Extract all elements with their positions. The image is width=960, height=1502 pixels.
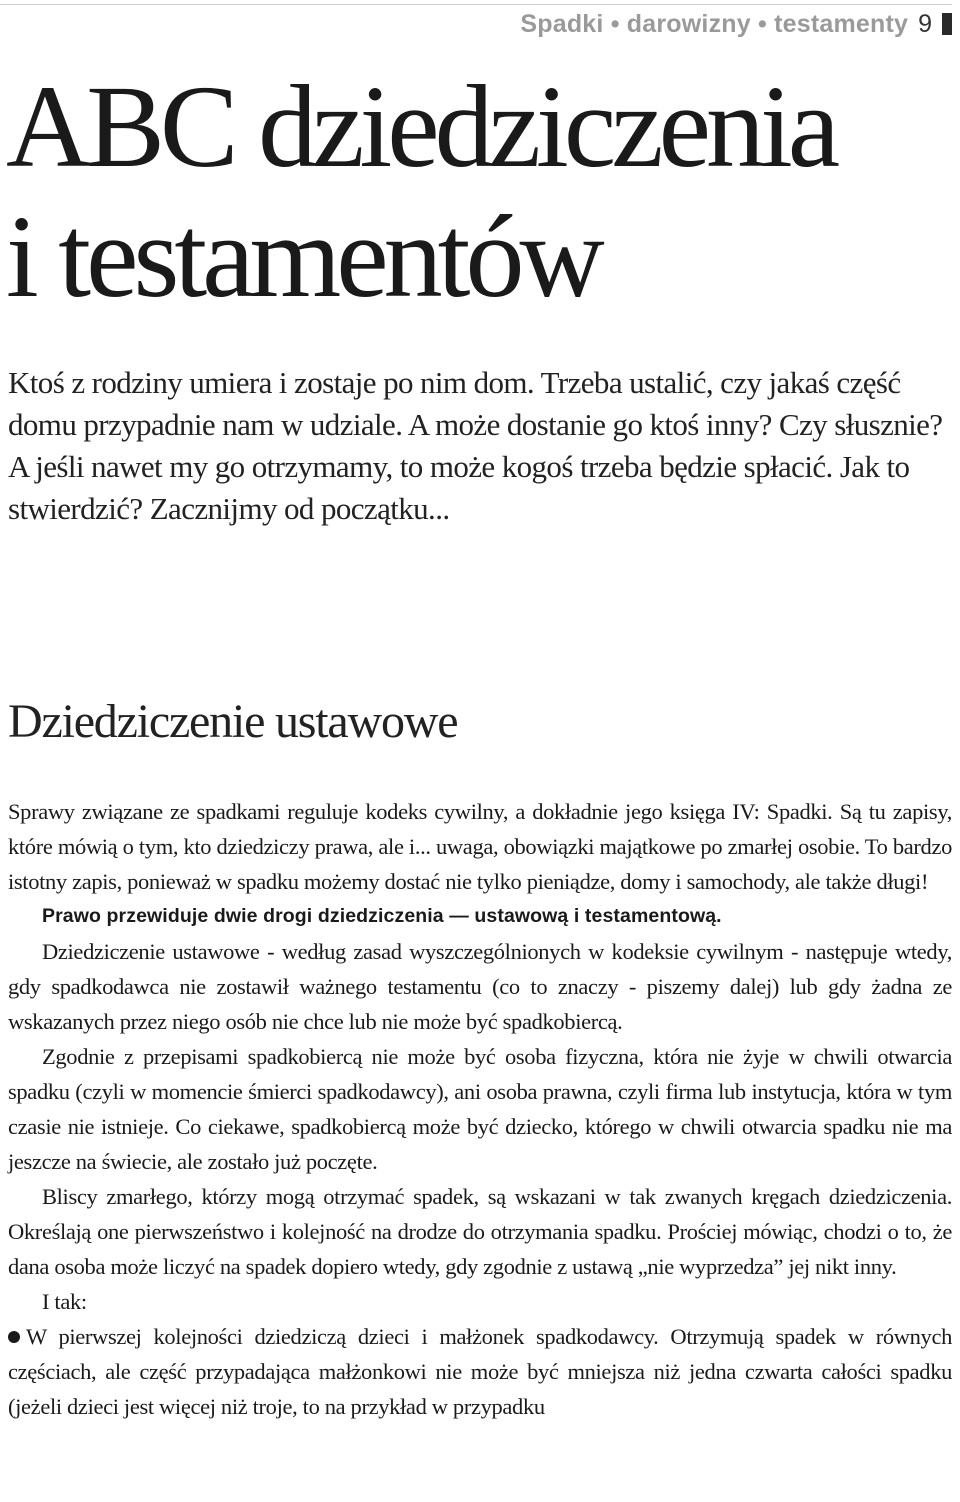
section-name: Spadki • darowizny • testamenty [520, 9, 909, 38]
section-heading: Dziedziczenie ustawowe [8, 695, 458, 748]
bullet-item [8, 1319, 952, 1424]
body-paragraph: I tak: [42, 1289, 87, 1314]
lead-paragraph: Ktoś z rodziny umiera i zostaje po nim dom. Trzeba ustalić, czy jakaś część domu przypadnie nam w udziale. A może dostanie go ktoś inny? Czy słusznie? A jeśli nawet my go otrzymamy, to może kogoś trzeba będzie spłacić. Jak to stwierdzić? Zacznijmy od początku... [8, 365, 943, 526]
article-title [6, 62, 835, 322]
emphasis-paragraph: Prawo przewiduje dwie drogi dziedziczenia — ustawową i testamentową. [42, 905, 722, 927]
title-line-2: i testamentów [6, 191, 600, 322]
body-paragraph: Dziedziczenie ustawowe - według zasad wyszczególnionych w kodeksie cywilnym - następuje wtedy, gdy spadkodawca nie zostawił ważnego testamentu (co to znaczy - piszemy dalej) lub gdy żadna ze wskazanych przez niego osób nie chce lub nie może być spadkobiercą. [8, 939, 952, 1034]
bullet-dot-icon [8, 1331, 20, 1343]
body-paragraph: Sprawy związane ze spadkami reguluje kodeks cywilny, a dokładnie jego księga IV: Spadki. Są tu zapisy, które mówią o tym, kto dziedziczy prawa, ale i... uwaga, obowiązki majątkowe po zmarłej osobie. To bardzo istotny zapis, ponieważ w spadku możemy dostać nie tylko pieniądze, domy i samochody, ale także długi! [8, 799, 952, 894]
body-paragraph: Bliscy zmarłego, którzy mogą otrzymać spadek, są wskazani w tak zwanych kręgach dziedziczenia. Określają one pierwszeństwo i kolejność na drodze do otrzymania spadku. Prościej mówiąc, chodzi o to, że dana osoba może liczyć na spadek dopiero wtedy, gdy zgodnie z ustawą „nie wyprzedza” jej nikt inny. [8, 1184, 952, 1279]
running-header [0, 4, 952, 41]
title-line-1: ABC dziedziczenia [6, 61, 836, 192]
page-number: 9 [918, 9, 932, 38]
body-paragraph: Zgodnie z przepisami spadkobiercą nie może być osoba fizyczna, która nie żyje w chwili otwarcia spadku (czyli w momencie śmierci spadkodawcy), ani osoba prawna, czyli firma lub instytucja, która w tym czasie nie istnieje. Co ciekawe, spadkobiercą może być dziecko, którego w chwili otwarcia spadku nie ma jeszcze na świecie, ale zostało już poczęte. [8, 1044, 952, 1174]
page-marker [942, 13, 952, 35]
bullet-text: W pierwszej kolejności dziedziczą dzieci i małżonek spadkodawcy. Otrzymują spadek w równych częściach, ale część przypadająca małżonkowi nie może być mniejsza niż jedna czwarta całości spadku (jeżeli dzieci jest więcej niż troje, to na przykład w przypadku [8, 1324, 952, 1419]
article-body [8, 794, 952, 1424]
